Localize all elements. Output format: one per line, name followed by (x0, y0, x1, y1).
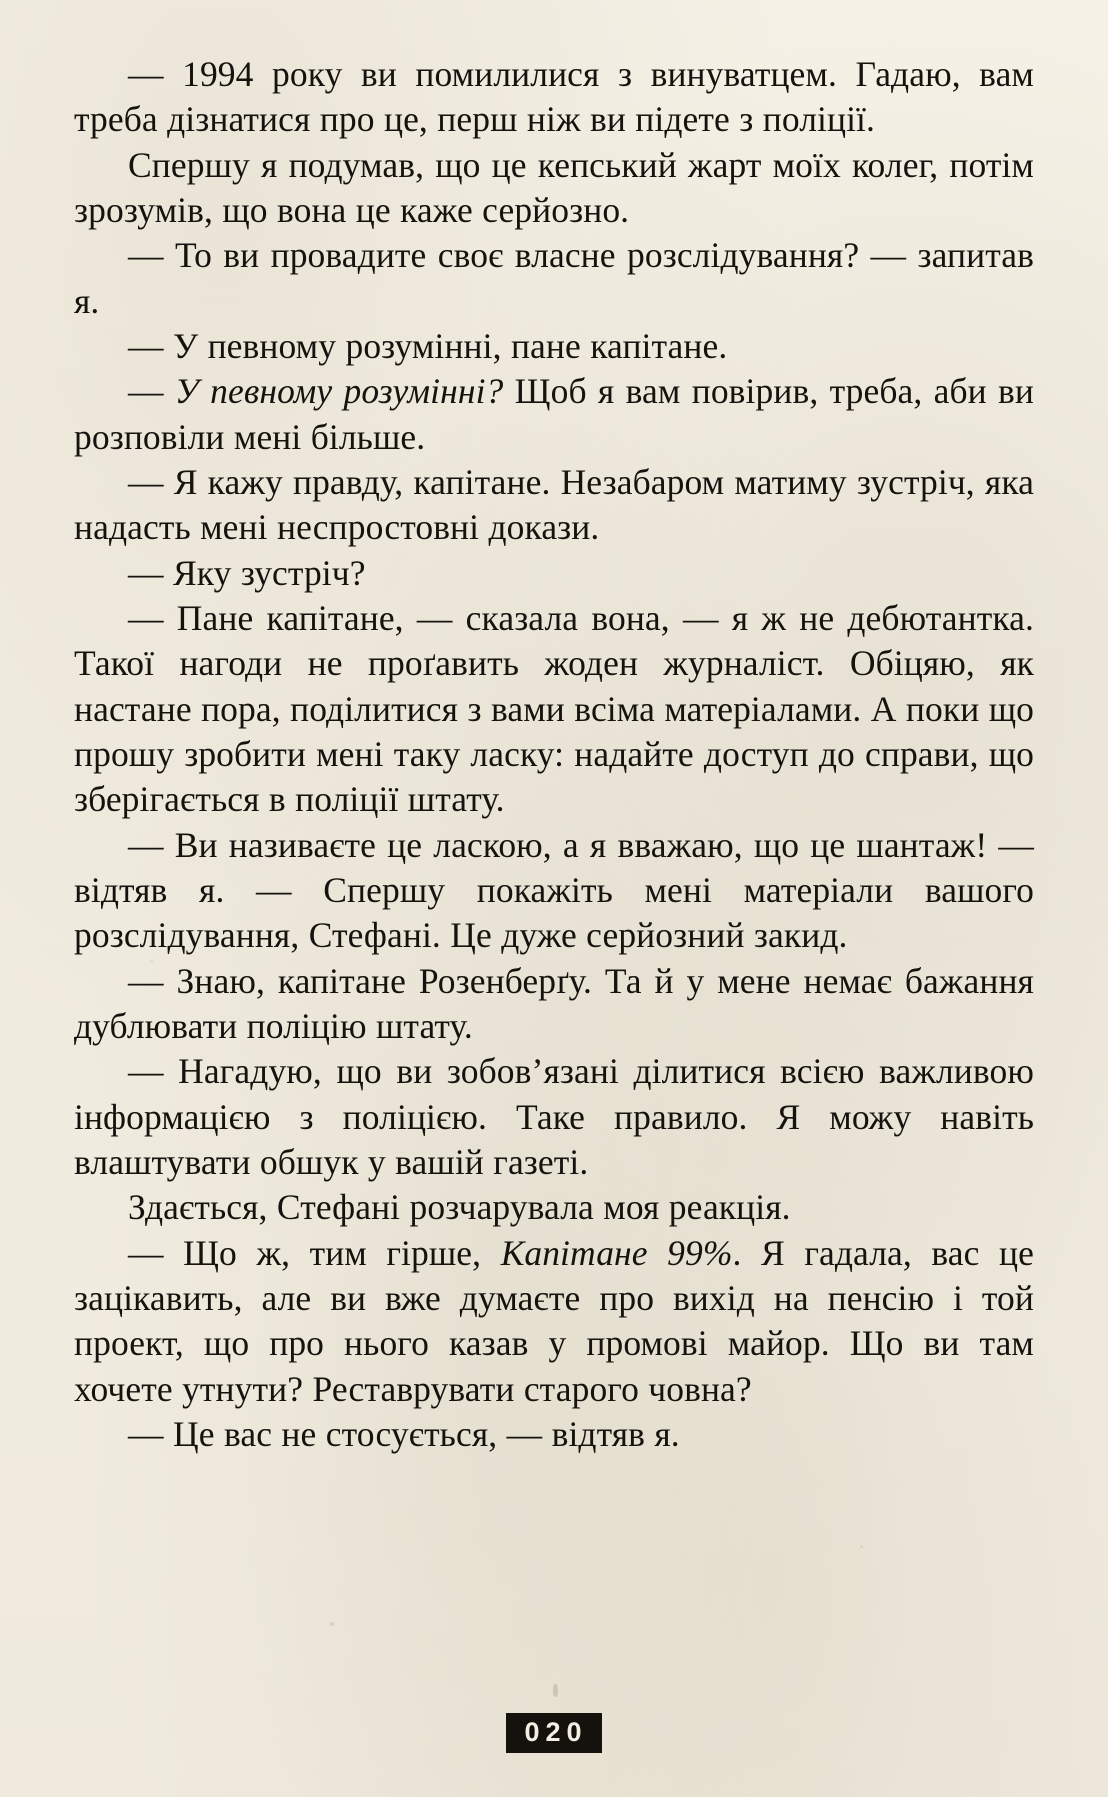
text-run: — Я кажу правду, капітане. Незабаром матиму зустріч, яка надасть мені неспростовні докази. (74, 461, 1034, 548)
paragraph (74, 369, 1034, 460)
paragraph (74, 324, 1034, 369)
text-run: Спершу я подумав, що це кепський жарт моїх колег, потім зрозумів, що вона це каже серйозно. (74, 144, 1034, 230)
text-run: — Ви називаєте це ласкою, а я вважаю, що це шантаж! — відтяв я. — Спершу покажіть мені матеріали вашого розслідування, Стефані. Це дуже серйозний закид. (74, 824, 1034, 956)
text-run: — Яку зустріч? (128, 552, 366, 593)
text-run: — (128, 371, 175, 412)
text-run: — Пане капітане, — сказала вона, — я ж не дебютантка. Такої нагоди не проґавить жоден журналіст. Обіцяю, як настане пора, поділитися з вами всіма матеріалами. А поки що прошу зробити мені таку ласку: надайте доступ до справи, що зберігається в поліції штату. (74, 597, 1034, 820)
text-run: — У певному розумінні, пане капітане. (128, 325, 728, 366)
page-footer (0, 1713, 1108, 1753)
paragraph (74, 596, 1034, 823)
text-run: Щоб я вам повірив, треба, аби ви розповіли мені більше. (74, 371, 1034, 457)
paper-speck (330, 1622, 334, 1626)
paragraph (74, 551, 1034, 596)
page-number: 020 (506, 1713, 601, 1753)
emphasis-text: У певному розумінні? (174, 371, 504, 412)
paragraph (74, 1049, 1034, 1185)
paper-speck (860, 1545, 863, 1548)
text-run: — Що ж, тим гірше, (128, 1232, 501, 1273)
paragraph (74, 460, 1034, 551)
paragraph (74, 143, 1034, 234)
paragraph (74, 1185, 1034, 1230)
paragraph (74, 233, 1034, 324)
text-run: — Знаю, капітане Розенберґу. Та й у мене немає бажання дублювати поліцію штату. (74, 960, 1034, 1046)
paragraph (74, 959, 1034, 1050)
paragraph (74, 52, 1034, 143)
emphasis-text: Капітане 99% (500, 1232, 733, 1273)
text-run: Здається, Стефані розчарувала моя реакція. (128, 1187, 791, 1228)
text-run: — Це вас не стосується, — відтяв я. (128, 1413, 680, 1454)
paragraph (74, 1231, 1034, 1412)
paper-speck (553, 1684, 558, 1697)
text-run: . Я гадала, вас це зацікавить, але ви вже думаєте про вихід на пенсію і той проект, що про нього казав у промові майор. Що ви там хочете утнути? Реставрувати старого човна? (74, 1232, 1034, 1409)
paragraph (74, 823, 1034, 959)
text-run: — Нагадую, що ви зобов’язані ділитися всією важливою інформацією з поліцією. Таке правило. Я можу навіть влаштувати обшук у вашій газеті. (74, 1051, 1034, 1182)
text-run: — 1994 року ви помилилися з винуватцем. Гадаю, вам треба дізнатися про це, перш ніж ви підете з поліції. (74, 54, 1034, 140)
text-run: — То ви провадите своє власне розслідування? — запитав я. (74, 235, 1034, 321)
paragraph (74, 1412, 1034, 1457)
page-body-text (74, 52, 1034, 1457)
